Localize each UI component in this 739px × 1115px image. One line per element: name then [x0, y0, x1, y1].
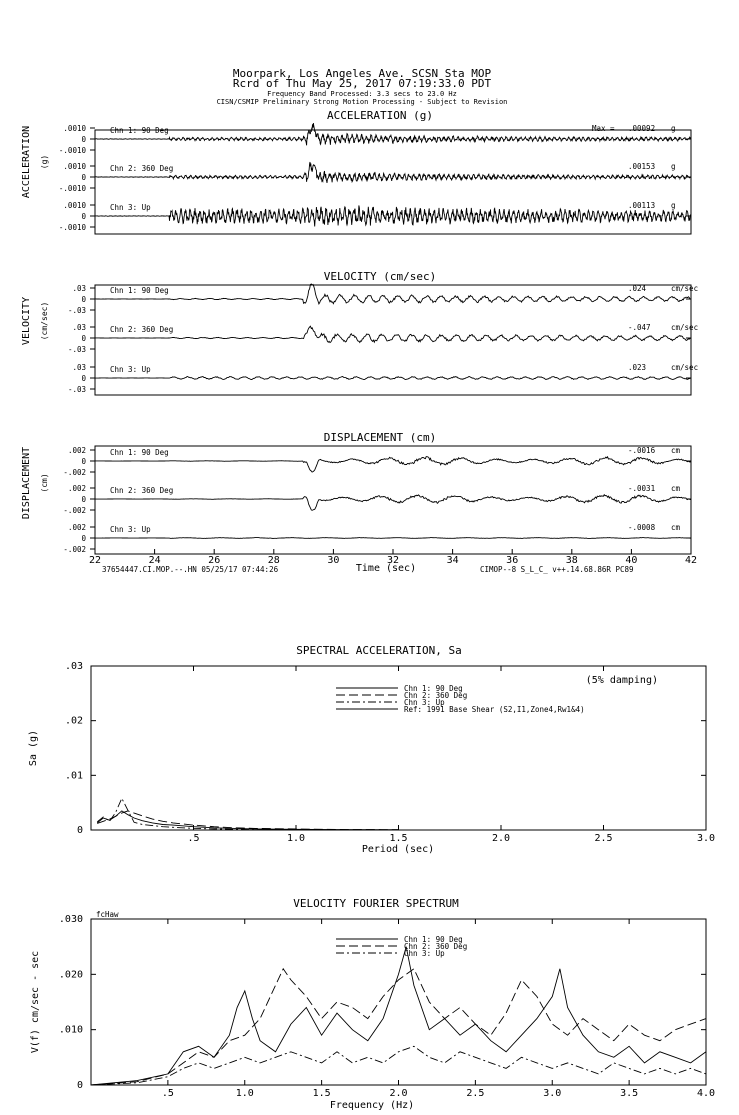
displacement-panel: [63, 446, 691, 554]
time-tick-label: 24: [148, 555, 161, 566]
fs-x-tick-label: 2.5: [466, 1088, 485, 1099]
period-axis-label: Period (sec): [361, 844, 435, 855]
y-tick-bottom: -.002: [63, 468, 86, 477]
max-value: -.047: [628, 323, 651, 332]
trace-vel-ch3: [95, 377, 691, 380]
max-unit: g: [671, 201, 676, 210]
y-tick-top: .0010: [63, 124, 86, 133]
trace-disp-ch3: [95, 538, 691, 539]
y-tick-zero: 0: [81, 457, 86, 466]
sa-series-1: [97, 811, 398, 830]
fs-x-tick-label: 1.5: [312, 1088, 331, 1099]
max-value: .023: [628, 363, 647, 372]
y-tick-bottom: -.03: [67, 345, 86, 354]
frequency-axis-label: Frequency (Hz): [329, 1100, 415, 1111]
y-tick-zero: 0: [81, 534, 86, 543]
y-tick-bottom: -.03: [67, 385, 86, 394]
sa-x-tick-label: 2.0: [491, 833, 511, 844]
sa-legend-label: Ref: 1991 Base Shear (S2,I1,Zone4,Rw1&4): [404, 705, 585, 714]
trace-acc-ch2: [95, 162, 691, 183]
fs-series-2: [91, 969, 706, 1085]
velocity-panel: [68, 284, 698, 395]
velocity-side-label: VELOCITY: [21, 296, 32, 346]
sa-x-tick-label: .5: [187, 833, 200, 844]
y-tick-top: .002: [67, 523, 86, 532]
channel-label: Chn 1: 90 Deg: [110, 448, 169, 457]
time-tick-label: 42: [684, 555, 698, 566]
channel-label: Chn 2: 360 Deg: [110, 486, 174, 495]
y-tick-zero: 0: [81, 135, 86, 144]
sa-y-tick-label: .02: [64, 715, 83, 727]
y-tick-zero: 0: [81, 173, 86, 182]
time-tick-label: 28: [267, 555, 280, 566]
sa-y-tick-label: .01: [64, 770, 83, 782]
channel-label: Chn 1: 90 Deg: [110, 126, 169, 135]
header-station: Moorpark, Los Angeles Ave. SCSN Sta MOP: [232, 67, 492, 80]
channel-label: Chn 2: 360 Deg: [110, 325, 174, 334]
fourier-spectrum-title: VELOCITY FOURIER SPECTRUM: [293, 897, 459, 910]
max-value: -.0031: [628, 484, 656, 493]
header-record: Rcrd of Thu May 25, 2017 07:19:33.0 PDT: [232, 77, 492, 90]
damping-note: (5% damping): [585, 675, 658, 686]
fs-x-tick-label: 1.0: [235, 1088, 254, 1099]
fs-y-tick-label: .010: [58, 1024, 83, 1036]
displacement-side-unit: (cm): [40, 473, 49, 493]
y-tick-zero: 0: [81, 334, 86, 343]
y-tick-bottom: -.0010: [58, 223, 86, 232]
y-tick-top: .0010: [63, 201, 86, 210]
trace-disp-ch1: [95, 457, 691, 473]
sa-legend-label: Chn 1: 90 Deg: [404, 684, 463, 693]
y-tick-top: .002: [67, 446, 86, 455]
fs-y-tick-label: .030: [58, 914, 83, 925]
sa-x-tick-label: 1.0: [286, 833, 306, 844]
acceleration-title: ACCELERATION (g): [327, 109, 433, 122]
channel-label: Chn 1: 90 Deg: [110, 286, 169, 295]
time-tick-label: 26: [208, 555, 221, 566]
max-unit: cm/sec: [671, 323, 699, 332]
y-tick-top: .03: [72, 363, 86, 372]
y-tick-bottom: -.0010: [58, 146, 86, 155]
fourier-spectrum-frame: [91, 919, 706, 1085]
velocity-title: VELOCITY (cm/sec): [323, 270, 437, 283]
channel-label: Chn 3: Up: [110, 525, 151, 534]
max-unit: cm/sec: [671, 284, 699, 293]
y-tick-top: .0010: [63, 162, 86, 171]
fourier-spectrum-panel: [59, 914, 715, 1099]
time-axis-label: Time (sec): [355, 563, 417, 574]
y-tick-top: .03: [72, 284, 86, 293]
y-tick-zero: 0: [81, 495, 86, 504]
max-unit: cm: [671, 523, 681, 532]
trace-vel-ch2: [95, 326, 691, 342]
time-tick-label: 34: [446, 555, 459, 566]
fourier-corner-label: fcHaw: [96, 910, 119, 919]
y-tick-bottom: -.002: [63, 506, 86, 515]
sa-y-tick-label: 0: [76, 825, 83, 836]
time-tick-label: 40: [625, 555, 638, 566]
time-tick-label: 30: [327, 555, 340, 566]
header-band: Frequency Band Processed: 3.3 secs to 23.0 Hz: [267, 90, 457, 98]
fs-x-tick-label: 3.0: [543, 1088, 562, 1099]
y-tick-top: .03: [72, 323, 86, 332]
sa-x-tick-label: 3.0: [696, 833, 716, 844]
max-value: -.0008: [628, 523, 656, 532]
fs-y-tick-label: 0: [76, 1080, 83, 1091]
acceleration-side-label: ACCELERATION: [21, 125, 32, 199]
max-value: .00092: [628, 124, 656, 133]
max-value: .00113: [628, 201, 656, 210]
max-unit: cm/sec: [671, 363, 699, 372]
y-tick-zero: 0: [81, 295, 86, 304]
displacement-side-label: DISPLACEMENT: [21, 446, 32, 520]
max-unit: g: [671, 124, 676, 133]
max-value: .024: [628, 284, 647, 293]
trace-vel-ch1: [95, 284, 691, 304]
max-unit: cm: [671, 484, 681, 493]
spectral-acceleration-frame: [91, 666, 706, 830]
fs-x-tick-label: 2.0: [389, 1088, 408, 1099]
max-unit: g: [671, 162, 676, 171]
header-processing: CISN/CSMIP Preliminary Strong Motion Processing - Subject to Revision: [216, 98, 508, 106]
trace-acc-ch3: [95, 205, 691, 226]
fs-y-tick-label: .020: [58, 969, 83, 981]
displacement-title: DISPLACEMENT (cm): [323, 431, 437, 444]
fourier-axis-label: V(f) cm/sec - sec: [30, 950, 41, 1054]
spectral-acceleration-panel: [65, 661, 715, 844]
acceleration-panel: [59, 123, 691, 234]
footer-processing-id: CIMOP--8 S_L_C_ v++.14.68.86R PC89: [480, 565, 634, 574]
channel-label: Chn 3: Up: [110, 365, 151, 374]
velocity-side-unit: (cm/sec): [40, 301, 49, 341]
sa-x-tick-label: 2.5: [594, 833, 613, 844]
time-tick-label: 32: [386, 555, 400, 566]
y-tick-bottom: -.0010: [58, 184, 86, 193]
sa-legend-label: Chn 3: Up: [404, 698, 445, 707]
max-value: .00153: [628, 162, 656, 171]
sa-x-tick-label: 1.5: [389, 833, 408, 844]
max-unit: cm: [671, 446, 681, 455]
fs-legend-label: Chn 3: Up: [404, 949, 445, 958]
sa-y-tick-label: .03: [64, 661, 83, 672]
max-label: Max =: [592, 124, 615, 133]
max-value: -.0016: [628, 446, 656, 455]
y-tick-zero: 0: [81, 212, 86, 221]
acceleration-side-unit: (g): [40, 154, 49, 170]
sa-axis-label: Sa (g): [28, 729, 39, 767]
time-tick-label: 22: [88, 555, 102, 566]
y-tick-zero: 0: [81, 374, 86, 383]
y-tick-top: .002: [67, 484, 86, 493]
fs-legend-label: Chn 1: 90 Deg: [404, 935, 463, 944]
time-tick-label: 36: [506, 555, 519, 566]
channel-label: Chn 2: 360 Deg: [110, 164, 174, 173]
fs-x-tick-label: 3.5: [620, 1088, 639, 1099]
sa-legend-label: Chn 2: 360 Deg: [404, 691, 468, 700]
footer-record-id: 37654447.CI.MOP.--.HN 05/25/17 07:44:26: [102, 565, 279, 574]
fs-series-1: [91, 947, 706, 1085]
fs-legend-label: Chn 2: 360 Deg: [404, 942, 468, 951]
y-tick-bottom: -.03: [67, 306, 86, 315]
trace-disp-ch2: [95, 495, 691, 511]
fs-x-tick-label: .5: [161, 1088, 174, 1099]
y-tick-bottom: -.002: [63, 545, 86, 554]
fs-x-tick-label: 4.0: [696, 1088, 716, 1099]
spectral-acceleration-title: SPECTRAL ACCELERATION, Sa: [296, 644, 462, 657]
time-tick-label: 38: [565, 555, 578, 566]
channel-label: Chn 3: Up: [110, 203, 151, 212]
